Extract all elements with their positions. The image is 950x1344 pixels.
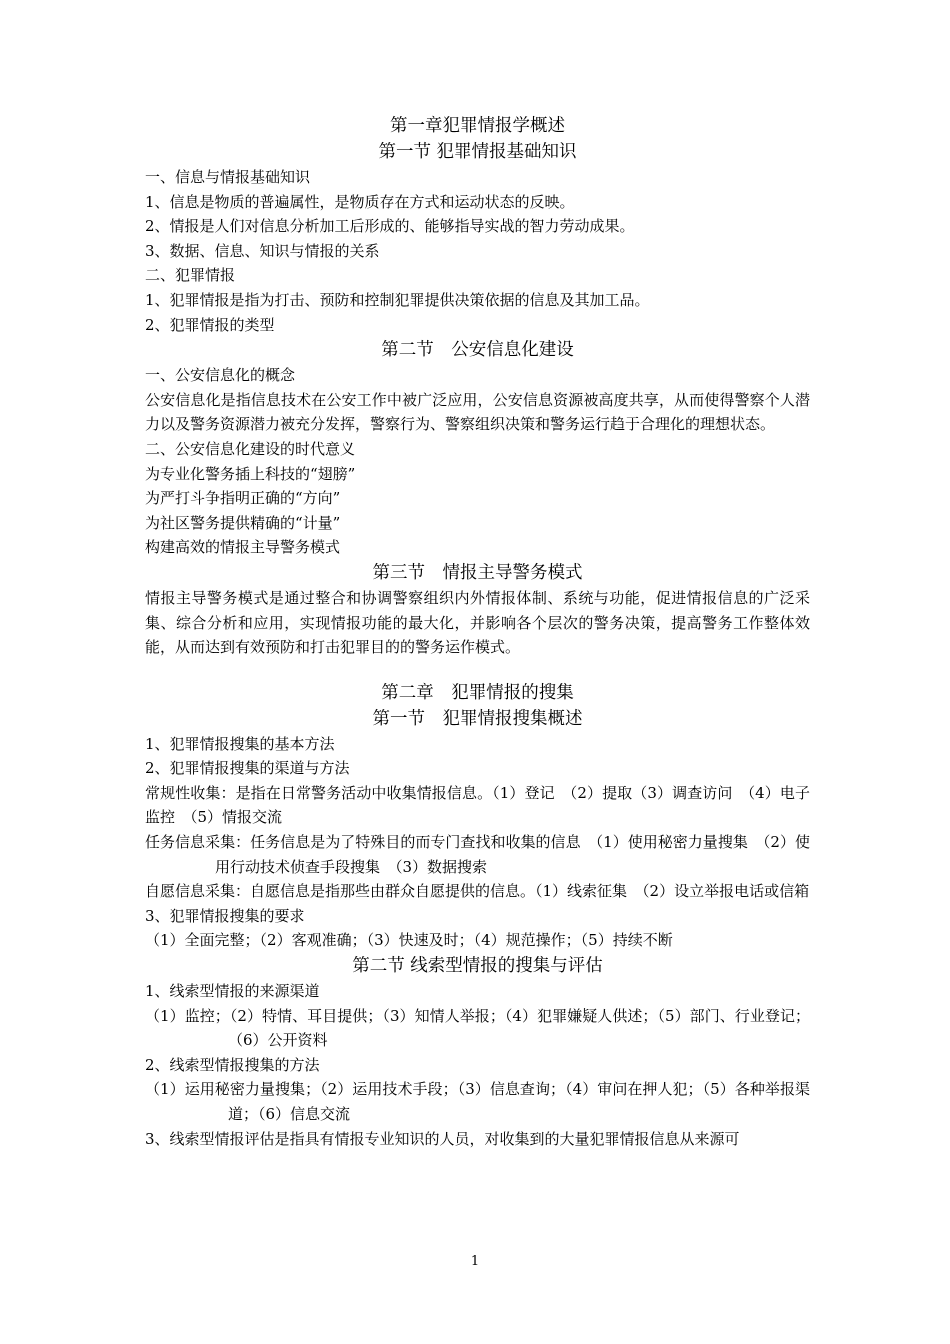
paragraph: （1）全面完整；（2）客观准确；（3）快速及时；（4）规范操作；（5）持续不断 <box>145 931 673 950</box>
chapter-2-section-1-title: 第一节 犯罪情报搜集概述 <box>372 708 583 729</box>
paragraph: 3、线索型情报评估是指具有情报专业知识的人员，对收集到的大量犯罪情报信息从来源可 <box>145 1129 740 1148</box>
paragraph: 情报主导警务模式是通过整合和协调警察组织内外情报体制、系统与功能，促进情报信息的广泛采集、综合分析和应用，实现情报功能的最大化，并影响各个层次的警务决策，提高警务工作整体效能，从而达到有效预防和打击犯罪目的的警务运作模式。 <box>145 588 810 657</box>
paragraph: 一、信息与情报基础知识 <box>145 168 311 186</box>
page-content <box>145 113 810 1151</box>
paragraph: 任务信息采集：任务信息是为了特殊目的而专门查找和收集的信息 （1）使用秘密力量搜集 （2）使用行动技术侦查手段搜集 （3）数据搜索 <box>145 833 810 876</box>
paragraph: 2、情报是人们对信息分析加工后形成的、能够指导实战的智力劳动成果。 <box>145 217 635 236</box>
paragraph: 为专业化警务插上科技的“翅膀” <box>145 464 356 483</box>
paragraph: 2、犯罪情报搜集的渠道与方法 <box>145 759 350 778</box>
paragraph: 二、公安信息化建设的时代意义 <box>145 439 356 458</box>
paragraph: 自愿信息采集：自愿信息是指那些由群众自愿提供的信息。（1）线索征集 （2）设立举报电话或信箱 <box>145 882 810 901</box>
paragraph: 2、线索型情报搜集的方法 <box>145 1055 320 1074</box>
chapter-1-section-2-title: 第二节 公安信息化建设 <box>381 340 574 361</box>
paragraph: 1、犯罪情报是指为打击、预防和控制犯罪提供决策依据的信息及其加工品。 <box>145 290 650 309</box>
chapter-2-title: 第二章 犯罪情报的搜集 <box>381 682 574 703</box>
paragraph: 二、犯罪情报 <box>145 266 236 285</box>
chapter-1-title: 第一章犯罪情报学概述 <box>390 116 565 136</box>
page-number: 1 <box>470 1254 480 1269</box>
chapter-1-section-3-title: 第三节 情报主导警务模式 <box>372 562 583 583</box>
paragraph: （1）监控；（2）特情、耳目提供；（3）知情人举报；（4）犯罪嫌疑人供述；（5）部门、行业登记；（6）公开资料 <box>145 1006 810 1050</box>
paragraph: 为社区警务提供精确的“计量” <box>145 513 341 532</box>
paragraph: 构建高效的情报主导警务模式 <box>145 538 341 557</box>
paragraph: （1）运用秘密力量搜集；（2）运用技术手段；（3）信息查询；（4）审问在押人犯；（5）各种举报渠道；（6）信息交流 <box>145 1080 810 1123</box>
paragraph: 公安信息化是指信息技术在公安工作中被广泛应用，公安信息资源被高度共享，从而使得警察个人潜力以及警务资源潜力被充分发挥，警察行为、警察组织决策和警务运行趋于合理化的理想状态。 <box>145 390 810 434</box>
paragraph: 1、犯罪情报搜集的基本方法 <box>145 734 335 753</box>
paragraph: 为严打斗争指明正确的“方向” <box>145 489 341 508</box>
paragraph: 1、线索型情报的来源渠道 <box>145 982 320 1001</box>
paragraph: 2、犯罪情报的类型 <box>145 315 275 334</box>
chapter-spacer <box>145 660 810 680</box>
paragraph: 一、公安信息化的概念 <box>145 366 296 385</box>
chapter-2-section-2-title: 第二节 线索型情报的搜集与评估 <box>352 956 603 977</box>
paragraph: 3、犯罪情报搜集的要求 <box>145 906 305 925</box>
paragraph: 常规性收集：是指在日常警务活动中收集情报信息。（1）登记 （2）提取（3）调查访问 （4）电子监控 （5）情报交流 <box>145 783 810 827</box>
paragraph: 3、数据、信息、知识与情报的关系 <box>145 241 380 260</box>
chapter-1-section-1-title: 第一节 犯罪情报基础知识 <box>378 142 577 162</box>
paragraph: 1、信息是物质的普遍属性，是物质存在方式和运动状态的反映。 <box>145 192 575 211</box>
